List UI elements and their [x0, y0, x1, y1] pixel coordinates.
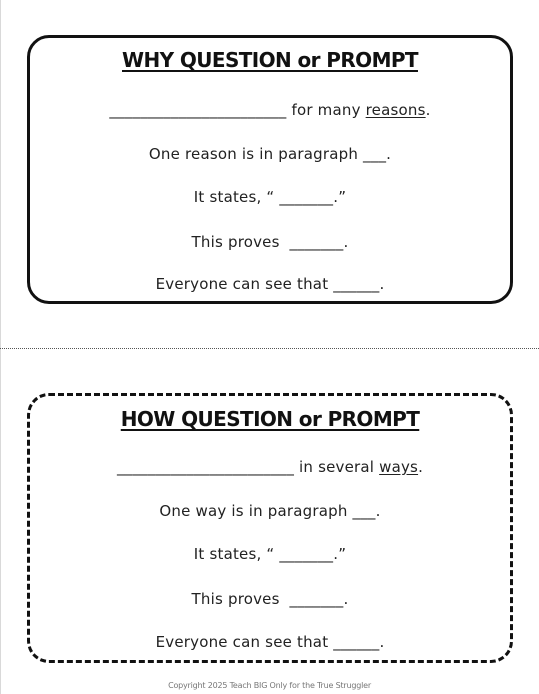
how-sentence-1-mid: in several: [294, 458, 380, 476]
how-sentence-2: One way is in paragraph ___.: [159, 502, 381, 520]
how-sentence-1: [30, 458, 510, 476]
why-sentence-2: One reason is in paragraph ___.: [148, 145, 392, 163]
why-sentence-1-keyword: reasons: [365, 101, 426, 119]
how-sentence-1-end: .: [418, 458, 424, 476]
how-sentence-5: Everyone can see that ______.: [155, 633, 385, 651]
why-question-card: [27, 35, 513, 304]
how-card-title: HOW QUESTION or PROMPT: [120, 407, 420, 431]
why-card-title: WHY QUESTION or PROMPT: [122, 48, 418, 72]
why-blank-1: _______________________: [109, 101, 287, 119]
how-sentence-1-keyword: ways: [379, 458, 419, 476]
page-edge: [0, 0, 1, 694]
why-sentence-1-end: .: [425, 101, 431, 119]
copyright-footer: Copyright 2025 Teach BIG Only for the True Struggler: [168, 681, 371, 690]
cut-line-divider: [0, 348, 539, 349]
how-sentence-3: It states, “ _______.”: [193, 545, 347, 563]
how-question-card: [27, 393, 513, 663]
why-sentence-4: This proves _______.: [191, 233, 349, 251]
how-sentence-4: This proves _______.: [191, 590, 349, 608]
why-sentence-5: Everyone can see that ______.: [155, 275, 385, 293]
how-blank-1: _______________________: [116, 458, 295, 476]
why-sentence-3: It states, “ _______.”: [193, 188, 347, 206]
why-sentence-1: [30, 101, 510, 119]
why-sentence-1-mid: for many: [286, 101, 366, 119]
